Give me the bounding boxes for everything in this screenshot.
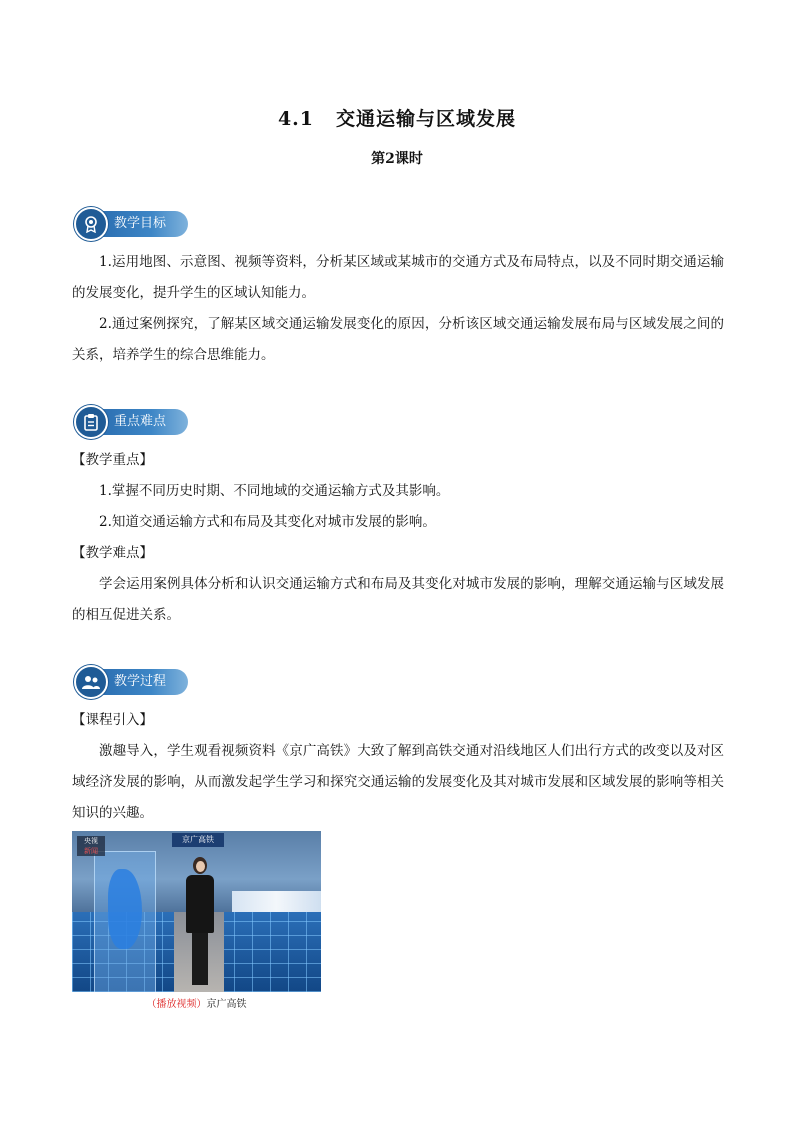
lesson-title: 交通运输与区域发展	[336, 108, 517, 130]
clipboard-icon	[74, 405, 108, 439]
section-label: 教学目标	[96, 211, 188, 237]
focus-heading: 【教学重点】	[72, 452, 153, 468]
video-thumbnail[interactable]	[72, 831, 321, 992]
map-shape-graphic	[108, 869, 142, 949]
goal-item-1: 1.运用地图、示意图、视频等资料，分析某区域或某城市的交通方式及布局特点，以及不同时期交通运输的发展变化，提升学生的区域认知能力。	[72, 254, 724, 301]
difficulty-heading: 【教学难点】	[72, 545, 153, 561]
focus-item-1: 1.掌握不同历史时期、不同地域的交通运输方式及其影响。	[99, 483, 450, 499]
goal-item-2: 2.通过案例探究，了解某区域交通运输发展变化的原因，分析该区域交通运输发展布局与区域发展之间的关系，培养学生的综合思维能力。	[72, 316, 724, 363]
video-caption-text: 京广高铁	[206, 999, 247, 1010]
intro-text: 激趣导入，学生观看视频资料《京广高铁》大致了解到高铁交通对沿线地区人们出行方式的改变以及对区域经济发展的影响，从而激发起学生学习和探究交通运输的发展变化及其对城市发展和区域发展的影响等相关知识的兴趣。	[72, 743, 724, 821]
channel-logo	[77, 836, 105, 856]
section-banner-process	[74, 667, 188, 697]
video-overlay-title: 京广高铁	[172, 833, 224, 847]
focus-item-2: 2.知道交通运输方式和布局及其变化对城市发展的影响。	[99, 514, 436, 530]
intro-heading: 【课程引入】	[72, 712, 153, 728]
target-icon	[74, 207, 108, 241]
page-title	[0, 104, 794, 131]
lesson-number: 4.1	[277, 108, 315, 130]
difficulty-text: 学会运用案例具体分析和认识交通运输方式和布局及其变化对城市发展的影响，理解交通运输与区域发展的相互促进关系。	[72, 576, 724, 623]
people-icon	[74, 665, 108, 699]
section-banner-goals	[74, 209, 188, 239]
video-caption	[72, 995, 321, 1010]
logo-line-2: 新闻	[84, 847, 98, 855]
logo-line-1: 央视	[84, 837, 98, 845]
page-subtitle: 第2课时	[371, 151, 423, 167]
section-label: 教学过程	[96, 669, 188, 695]
section-label: 重点难点	[96, 409, 188, 435]
presenter-figure	[185, 857, 215, 989]
section-banner-key-points	[74, 407, 188, 437]
play-video-link[interactable]: （播放视频）	[146, 999, 207, 1010]
